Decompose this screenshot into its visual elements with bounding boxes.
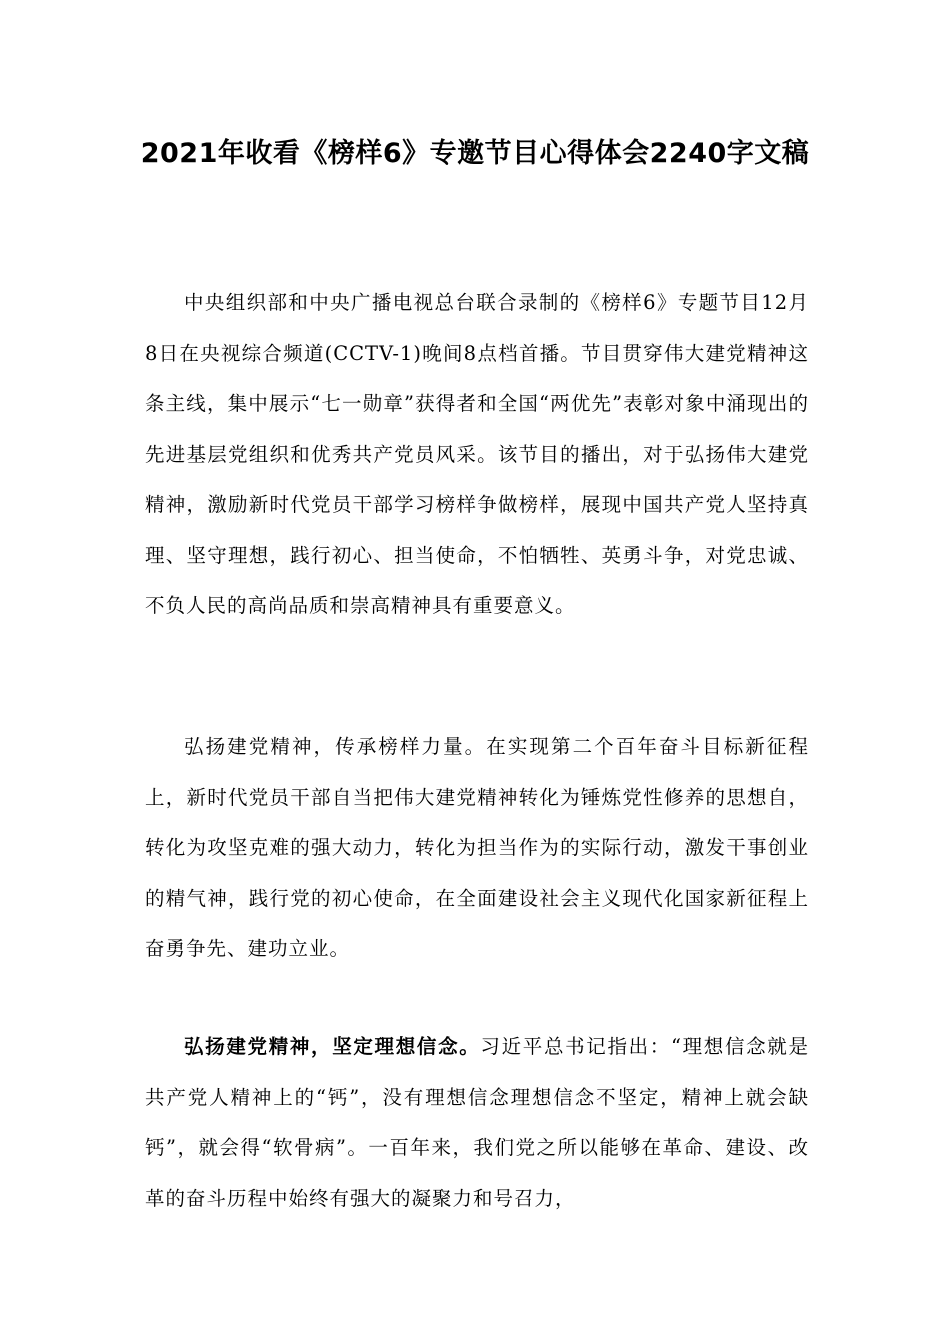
paragraph-intro — [145, 278, 809, 632]
paragraph-text: 中央组织部和中央广播电视总台联合录制的《榜样6》专题节目12月8日在央视综合频道(CCTV-1)晚间8点档首播。节目贯穿伟大建党精神这条主线，集中展示“七一勋章”获得者和全国“两优先”表彰对象中涌现出的先进基层党组织和优秀共产党员风采。该节目的播出，对于弘扬伟大建党精神，激励新时代党员干部学习榜样争做榜样，展现中国共产党人坚持真理、坚守理想，践行初心、担当使命，不怕牺牲、英勇斗争，对党忠诚、不负人民的高尚品质和崇高精神具有重要意义。 — [145, 291, 809, 617]
paragraph-inherit-role-models — [145, 722, 809, 975]
paragraph-text: 弘扬建党精神，传承榜样力量。在实现第二个百年奋斗目标新征程上，新时代党员干部自当把伟大建党精神转化为锤炼党性修养的思想自，转化为攻坚克难的强大动力，转化为担当作为的实际行动，激发干事创业的精气神，践行党的初心使命，在全面建设社会主义现代化国家新征程上奋勇争先、建功立业。 — [145, 735, 809, 960]
paragraph-text: 习近平总书记指出：“理想信念就是共产党人精神上的“钙”，没有理想信念理想信念不坚定，精神上就会缺钙”，就会得“软骨病”。一百年来，我们党之所以能够在革命、建设、改革的奋斗历程中始终有强大的凝聚力和号召力， — [145, 1035, 809, 1210]
document-title: 2021年收看《榜样6》专邀节目心得体会2240字文稿 — [140, 138, 810, 169]
paragraph-ideals-beliefs — [145, 1022, 809, 1224]
paragraph-lead-heading: 弘扬建党精神，坚定理想信念。 — [184, 1035, 481, 1058]
